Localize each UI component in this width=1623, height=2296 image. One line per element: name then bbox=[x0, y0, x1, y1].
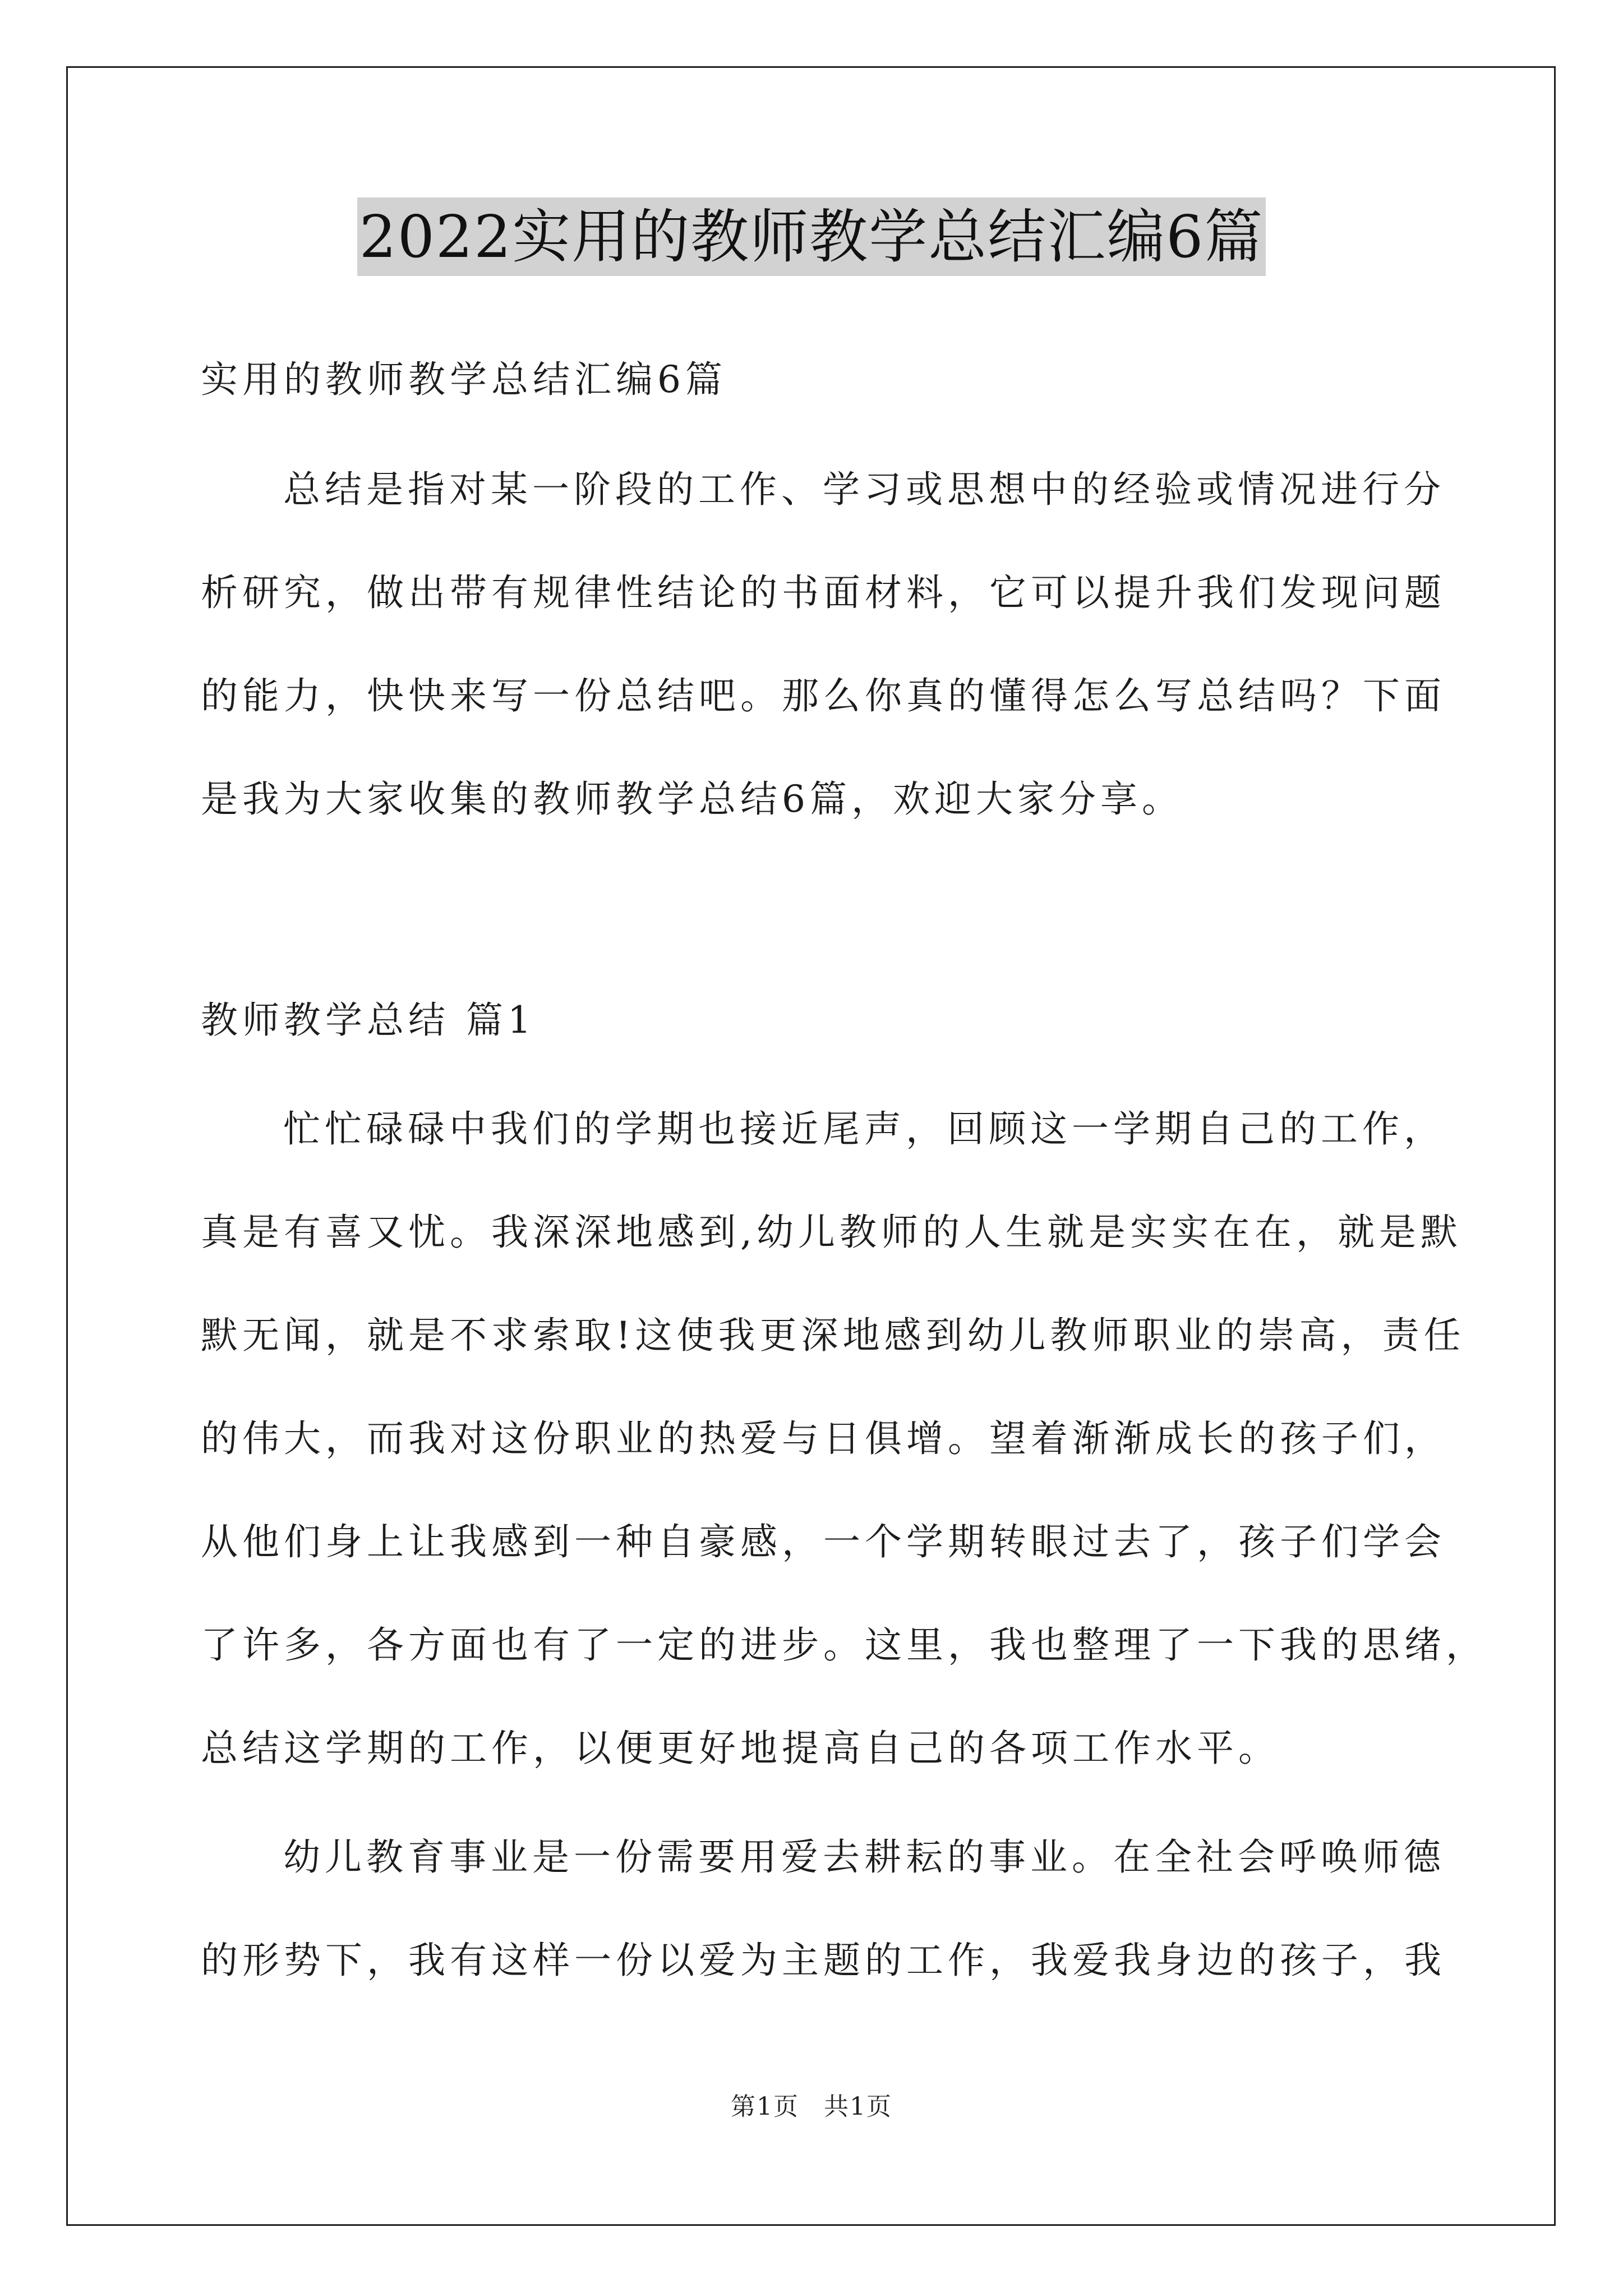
title-wrap bbox=[0, 197, 1623, 276]
paragraph-line: 默无闻，就是不求索取!这使我更深地感到幼儿教师职业的崇高，责任 bbox=[201, 1314, 1465, 1357]
paragraph-line: 幼儿教育事业是一份需要用爱去耕耘的事业。在全社会呼唤师德 bbox=[283, 1835, 1445, 1879]
paragraph-line: 的形势下，我有这样一份以爱为主题的工作，我爱我身边的孩子，我 bbox=[201, 1939, 1446, 1982]
intro-line: 是我为大家收集的教师教学总结6篇，欢迎大家分享。 bbox=[201, 777, 1183, 821]
paragraph-line: 忙忙碌碌中我们的学期也接近尾声，回顾这一学期自己的工作， bbox=[283, 1107, 1445, 1151]
paragraph-line: 真是有喜又忧。我深深地感到,幼儿教师的人生就是实实在在，就是默 bbox=[201, 1211, 1462, 1254]
subtitle: 实用的教师教学总结汇编6篇 bbox=[201, 358, 727, 401]
page-footer bbox=[0, 2090, 1623, 2124]
intro-line: 的能力，快快来写一份总结吧。那么你真的懂得怎么写总结吗？下面 bbox=[201, 674, 1446, 717]
paragraph-line: 的伟大，而我对这份职业的热爱与日俱增。望着渐渐成长的孩子们， bbox=[201, 1417, 1446, 1460]
intro-line: 析研究，做出带有规律性结论的书面材料，它可以提升我们发现问题 bbox=[201, 571, 1446, 614]
paragraph-line: 总结这学期的工作，以便更好地提高自己的各项工作水平。 bbox=[201, 1727, 1280, 1770]
document-title: 2022实用的教师教学总结汇编6篇 bbox=[357, 197, 1266, 276]
page-total: 共1页 bbox=[824, 2092, 892, 2121]
paragraph-line: 了许多，各方面也有了一定的进步。这里，我也整理了一下我的思绪， bbox=[201, 1623, 1487, 1667]
intro-line: 总结是指对某一阶段的工作、学习或思想中的经验或情况进行分 bbox=[283, 468, 1445, 511]
section-heading: 教师教学总结 篇1 bbox=[201, 999, 536, 1042]
page-number: 第1页 bbox=[731, 2092, 799, 2121]
paragraph-line: 从他们身上让我感到一种自豪感，一个学期转眼过去了，孩子们学会 bbox=[201, 1520, 1446, 1563]
